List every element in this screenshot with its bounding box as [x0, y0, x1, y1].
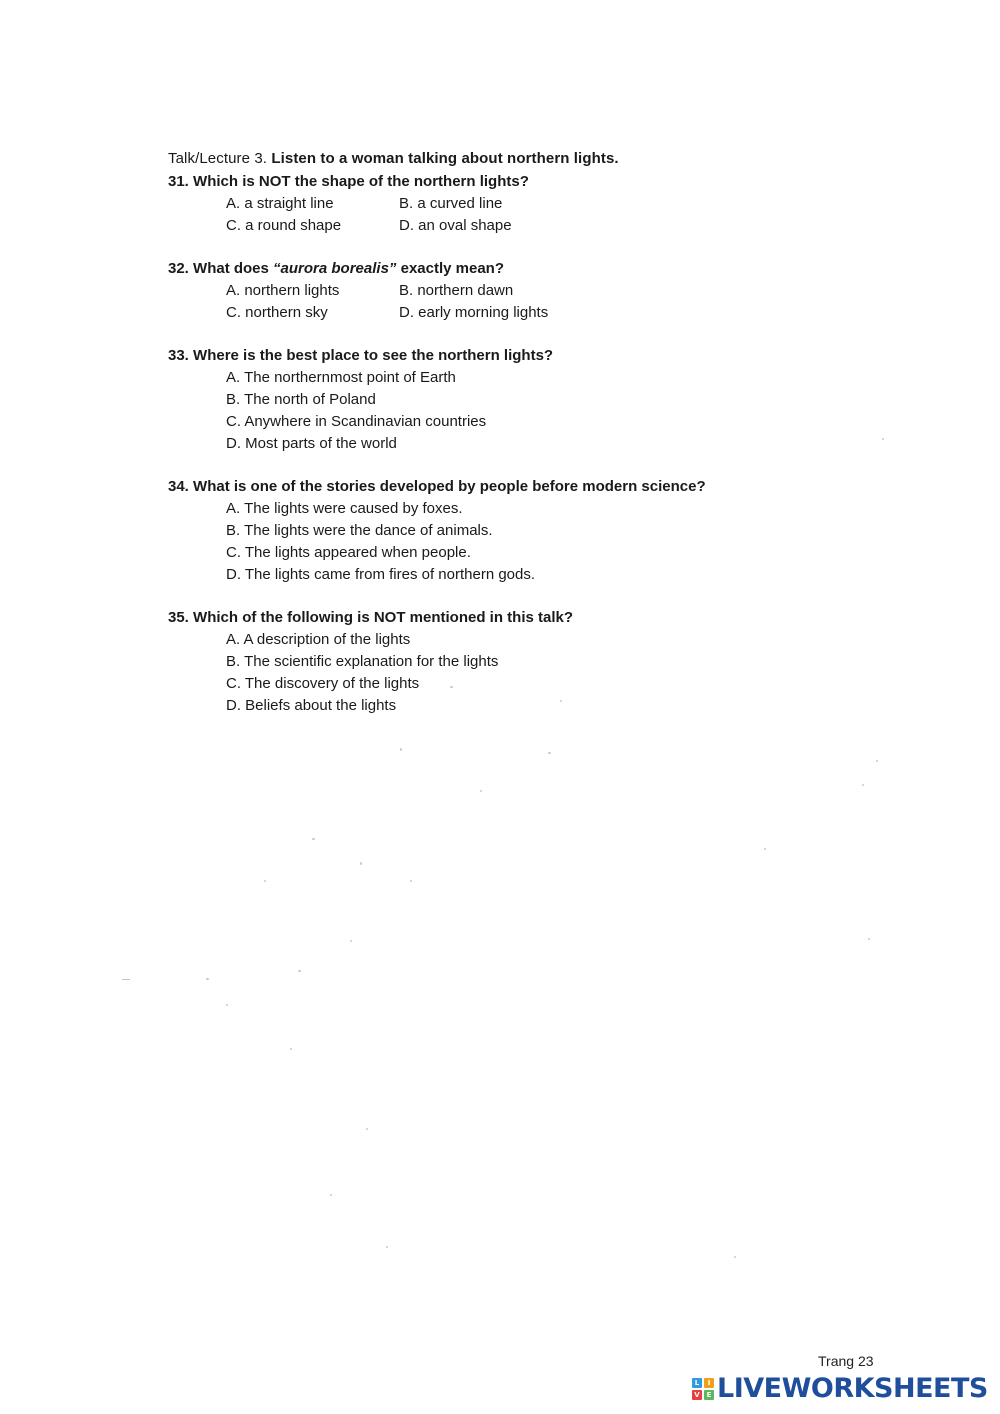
- question-35-text: [168, 607, 928, 629]
- scan-speck: [876, 760, 878, 762]
- option-d[interactable]: D. an oval shape: [399, 217, 512, 234]
- option-c[interactable]: C. The discovery of the lights: [226, 675, 420, 692]
- scan-speck: [548, 752, 551, 754]
- question-prompt-term: “aurora borealis”: [273, 260, 397, 277]
- question-prompt-start: What does: [193, 260, 269, 277]
- question-prompt: What is one of the stories developed by people before modern science?: [193, 478, 706, 495]
- scan-speck: [882, 438, 884, 440]
- question-prompt: Which of the following is NOT mentioned in this talk?: [193, 609, 574, 626]
- option-c[interactable]: C. Anywhere in Scandinavian countries: [226, 413, 487, 430]
- option-b[interactable]: B. The north of Poland: [226, 391, 376, 408]
- scan-speck: [290, 1048, 292, 1050]
- section-lead: Talk/Lecture 3.: [168, 150, 268, 167]
- question-number: 31.: [168, 173, 189, 190]
- option-a[interactable]: A. The lights were caused by foxes.: [226, 500, 463, 517]
- question-number: 35.: [168, 609, 189, 626]
- section-heading: [168, 150, 619, 167]
- question-prompt: Which is NOT the shape of the northern lights?: [193, 173, 529, 190]
- scan-speck: [480, 790, 482, 792]
- logo-tile: I: [704, 1378, 714, 1388]
- scan-speck: [226, 1004, 228, 1006]
- option-d[interactable]: D. The lights came from fires of northern gods.: [226, 566, 536, 583]
- scan-speck: [400, 748, 402, 751]
- option-a[interactable]: A. The northernmost point of Earth: [226, 369, 456, 386]
- option-c[interactable]: C. a round shape: [226, 217, 342, 234]
- option-b[interactable]: B. northern dawn: [399, 282, 514, 299]
- option-a[interactable]: A. A description of the lights: [226, 631, 411, 648]
- question-32: [168, 258, 928, 324]
- scan-speck: [450, 686, 453, 688]
- question-35: [168, 607, 928, 717]
- question-32-options: [226, 280, 928, 324]
- logo-tile: V: [692, 1390, 702, 1400]
- question-prompt: Where is the best place to see the northern lights?: [193, 347, 554, 364]
- brand-name: LIVEWORKSHEETS: [717, 1373, 988, 1404]
- option-a[interactable]: A. northern lights: [226, 282, 340, 299]
- scan-speck: [862, 784, 864, 786]
- scan-speck: [386, 1246, 388, 1248]
- question-32-text: [168, 258, 928, 280]
- option-b[interactable]: B. a curved line: [399, 195, 503, 212]
- question-31: [168, 171, 928, 237]
- question-33-options: [226, 367, 928, 455]
- scan-speck: [764, 848, 766, 850]
- question-33: [168, 345, 928, 455]
- question-33-text: [168, 345, 928, 367]
- option-b[interactable]: B. The lights were the dance of animals.: [226, 522, 493, 539]
- question-number: 34.: [168, 478, 189, 495]
- scan-speck: [734, 1256, 736, 1258]
- scan-speck: [350, 940, 352, 942]
- scan-speck: [868, 938, 870, 940]
- liveworksheets-brand: [692, 1374, 988, 1404]
- scan-speck: [122, 979, 130, 980]
- question-34: [168, 476, 928, 586]
- scan-speck: [330, 1194, 332, 1196]
- liveworksheets-logo-icon: [692, 1378, 714, 1400]
- option-c[interactable]: C. northern sky: [226, 304, 328, 321]
- section-instruction: Listen to a woman talking about northern lights.: [271, 150, 619, 167]
- scan-speck: [360, 862, 362, 865]
- question-31-options: [226, 193, 928, 237]
- question-31-text: [168, 171, 928, 193]
- question-34-text: [168, 476, 928, 498]
- scan-speck: [264, 880, 266, 882]
- question-prompt-end: exactly mean?: [400, 260, 504, 277]
- logo-tile: L: [692, 1378, 702, 1388]
- page-number: Trang 23: [818, 1353, 874, 1369]
- option-a[interactable]: A. a straight line: [226, 195, 334, 212]
- option-c[interactable]: C. The lights appeared when people.: [226, 544, 471, 561]
- question-35-options: [226, 629, 928, 717]
- option-b[interactable]: B. The scientific explanation for the lights: [226, 653, 499, 670]
- scan-speck: [366, 1128, 368, 1130]
- logo-tile: E: [704, 1390, 714, 1400]
- question-number: 32.: [168, 260, 189, 277]
- scan-speck: [560, 700, 562, 702]
- option-d[interactable]: D. Most parts of the world: [226, 435, 397, 452]
- scan-speck: [206, 978, 209, 980]
- question-number: 33.: [168, 347, 189, 364]
- scan-speck: [312, 838, 315, 840]
- option-d[interactable]: D. Beliefs about the lights: [226, 697, 397, 714]
- scan-speck: [298, 970, 301, 972]
- option-d[interactable]: D. early morning lights: [399, 304, 549, 321]
- scan-speck: [410, 880, 412, 882]
- question-34-options: [226, 498, 928, 586]
